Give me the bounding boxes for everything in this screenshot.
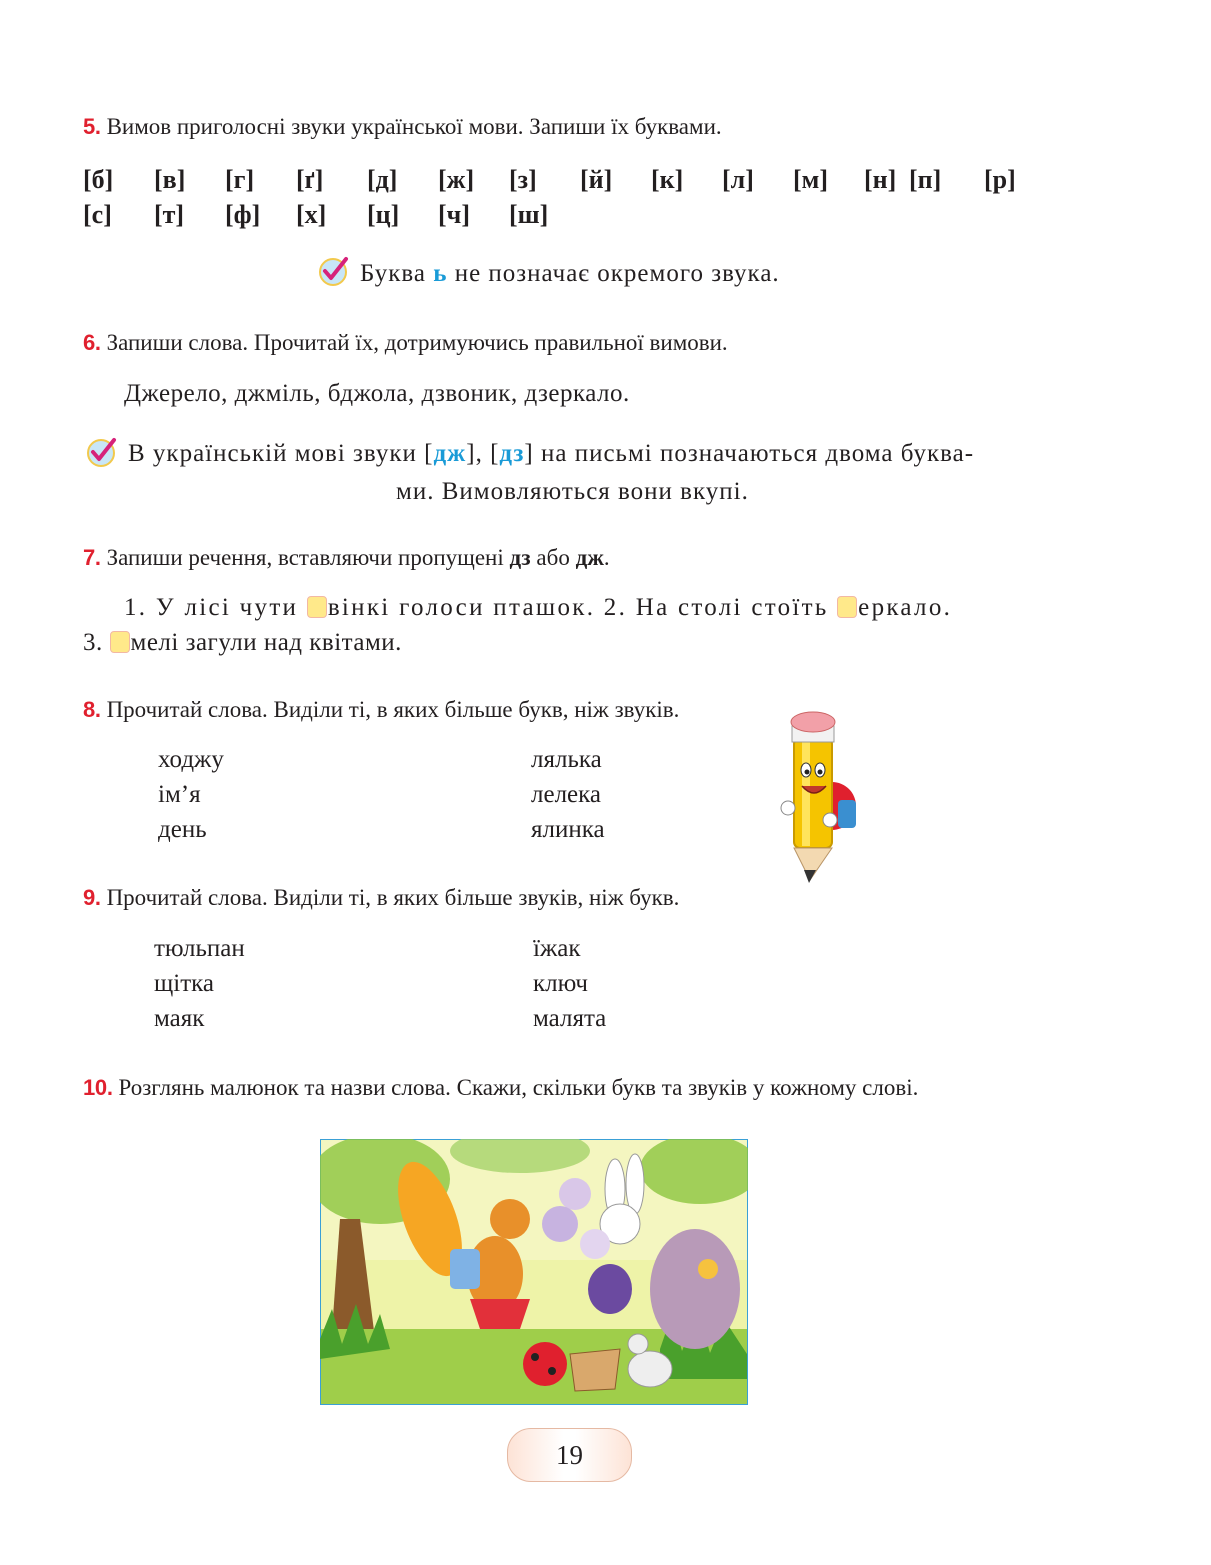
sound-label: [л] bbox=[722, 165, 754, 194]
task-number: 5. bbox=[83, 114, 101, 139]
task-text: Прочитай слова. Виділи ті, в яких більше букв, ніж звуків. bbox=[106, 697, 680, 722]
highlighted-digraph: дж bbox=[433, 440, 467, 467]
word: ключ bbox=[533, 970, 588, 997]
sound-label: [ш] bbox=[509, 200, 549, 229]
blank-box[interactable] bbox=[110, 631, 130, 653]
word: щітка bbox=[154, 970, 214, 997]
word: малята bbox=[533, 1005, 607, 1032]
bold-letters: дз bbox=[509, 545, 531, 570]
rule-digraphs-line2: ми. Вимовляються вони вкупі. bbox=[396, 478, 749, 505]
highlighted-letter: ь bbox=[433, 260, 448, 287]
rule-digraphs-line1 bbox=[128, 440, 974, 468]
sound-label: [ч] bbox=[438, 200, 470, 229]
task-number: 7. bbox=[83, 545, 101, 570]
sound-label: [х] bbox=[296, 200, 327, 229]
sentence-text: вінкі голоси пташок. 2. На столі стоїть bbox=[327, 594, 829, 621]
task-text: Вимов приголосні звуки української мови. Запиши їх буквами. bbox=[106, 114, 722, 139]
sound-label: [м] bbox=[793, 165, 829, 194]
sound-label: [ф] bbox=[225, 200, 261, 229]
sound-label: [с] bbox=[83, 200, 112, 229]
rule-text: не позначає окремого звука. bbox=[454, 260, 780, 287]
task7-heading bbox=[83, 545, 610, 571]
task10-heading bbox=[83, 1075, 918, 1101]
word: ялинка bbox=[531, 816, 605, 843]
sound-label: [й] bbox=[580, 165, 613, 194]
task-number: 10. bbox=[83, 1075, 113, 1100]
task-text: Запиши слова. Прочитай їх, дотримуючись правильної вимови. bbox=[106, 330, 728, 355]
sentence-text: 1. У лісі чути bbox=[124, 594, 299, 621]
task-number: 8. bbox=[83, 697, 101, 722]
sound-label: [д] bbox=[367, 165, 398, 194]
sentence-line1 bbox=[124, 594, 952, 622]
task-number: 9. bbox=[83, 885, 101, 910]
sound-label: [б] bbox=[83, 165, 114, 194]
rule-text: В українській мові звуки [ bbox=[128, 440, 434, 467]
task6-heading bbox=[83, 330, 728, 356]
word: їжак bbox=[533, 935, 581, 962]
task-text: . bbox=[603, 545, 610, 570]
sound-label: [п] bbox=[909, 165, 942, 194]
pencil-mascot-illustration bbox=[770, 708, 860, 886]
rule-text: Буква bbox=[360, 260, 426, 287]
sound-label: [р] bbox=[984, 165, 1016, 194]
task-text: Прочитай слова. Виділи ті, в яких більше звуків, ніж букв. bbox=[106, 885, 680, 910]
sentence-line2 bbox=[83, 629, 402, 657]
sound-label: [г] bbox=[225, 165, 255, 194]
word: ім’я bbox=[158, 781, 201, 808]
sound-label: [ґ] bbox=[296, 165, 324, 194]
word: лелека bbox=[531, 781, 602, 808]
sound-label: [ж] bbox=[438, 165, 475, 194]
checkmark-icon bbox=[318, 255, 350, 287]
task-text: Запиши речення, вставляючи пропущені bbox=[106, 545, 504, 570]
word-list: Джерело, джміль, бджола, дзвоник, дзеркало. bbox=[124, 380, 630, 407]
task9-heading bbox=[83, 885, 679, 911]
word: лялька bbox=[531, 746, 602, 773]
forest-animals-illustration bbox=[320, 1139, 748, 1405]
blank-box[interactable] bbox=[837, 596, 857, 618]
task-number: 6. bbox=[83, 330, 101, 355]
task8-heading bbox=[83, 697, 679, 723]
sound-label: [т] bbox=[154, 200, 185, 229]
rule-text: ] на письмі позначаються двома буква- bbox=[524, 440, 975, 467]
highlighted-digraph: дз bbox=[499, 440, 525, 467]
task5-heading bbox=[83, 114, 722, 140]
sound-label: [ц] bbox=[367, 200, 400, 229]
checkmark-icon bbox=[86, 436, 118, 468]
task-text: або bbox=[536, 545, 570, 570]
word: тюльпан bbox=[154, 935, 245, 962]
word: день bbox=[158, 816, 207, 843]
page-number: 19 bbox=[507, 1428, 632, 1482]
word: ходжу bbox=[158, 746, 224, 773]
word: маяк bbox=[154, 1005, 205, 1032]
sound-label: [к] bbox=[651, 165, 684, 194]
sound-label: [з] bbox=[509, 165, 537, 194]
sentence-text: еркало. bbox=[858, 594, 953, 621]
sound-label: [н] bbox=[864, 165, 897, 194]
task-text: Розглянь малюнок та назви слова. Скажи, скільки букв та звуків у кожному слові. bbox=[118, 1075, 919, 1100]
bold-letters: дж bbox=[575, 545, 604, 570]
rule-text: ], [ bbox=[466, 440, 500, 467]
blank-box[interactable] bbox=[307, 596, 327, 618]
sound-label: [в] bbox=[154, 165, 186, 194]
sentence-text: мелі загули над квітами. bbox=[130, 629, 402, 656]
rule-soft-sign bbox=[360, 260, 780, 288]
sentence-text: 3. bbox=[83, 629, 103, 656]
